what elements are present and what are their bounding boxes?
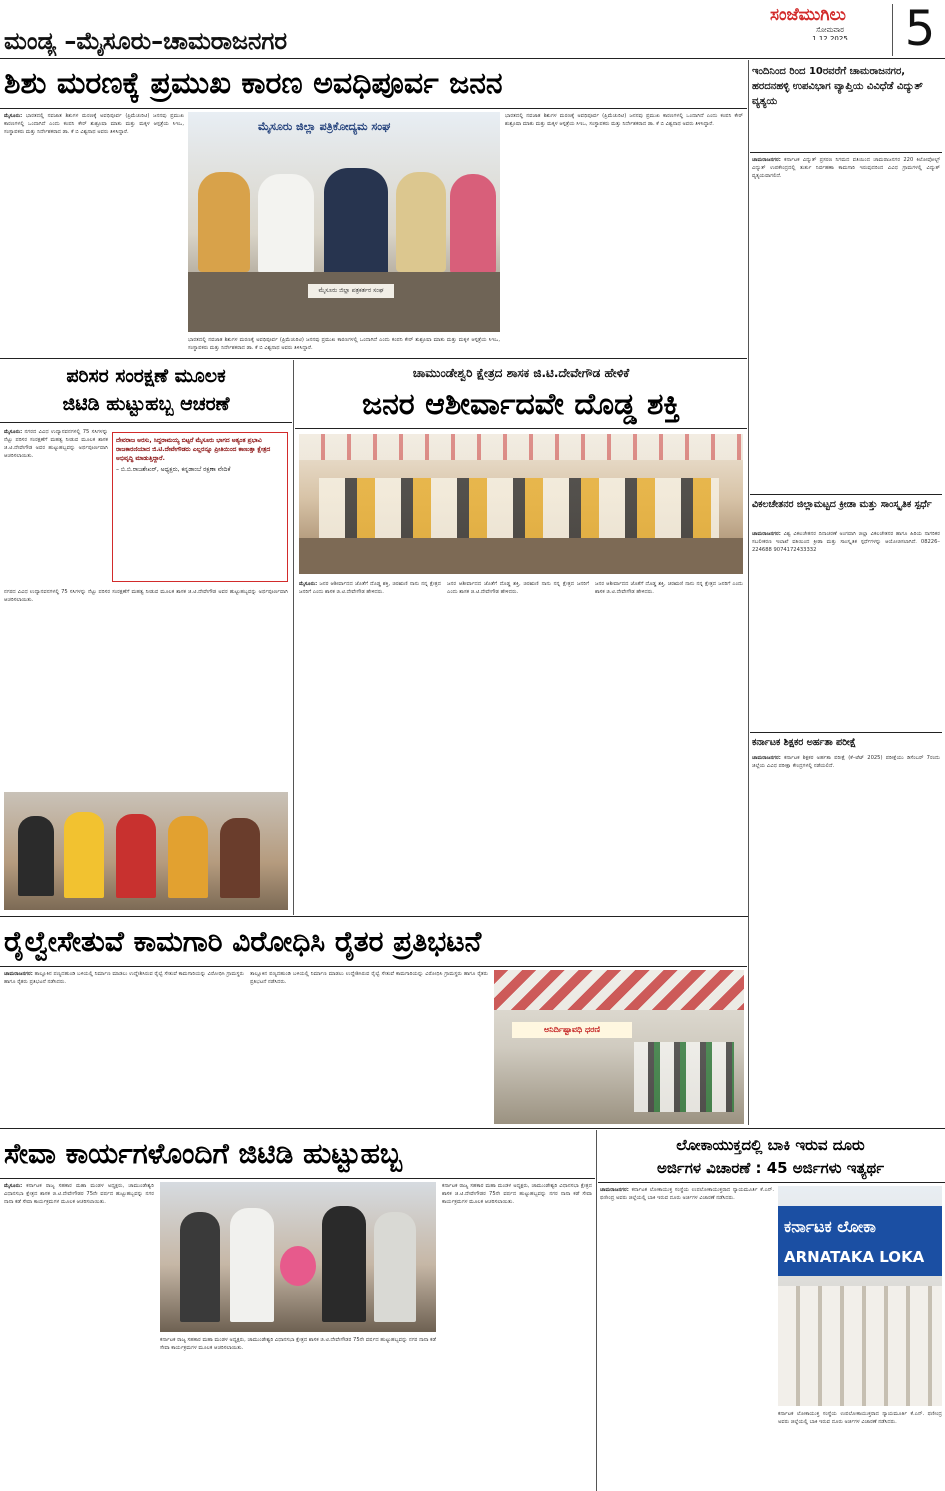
- lokayukta-body: ಚಾಮರಾಜನಗರ: ಕರ್ನಾಟಕ ಲೋಕಾಯುಕ್ತ ಸಂಸ್ಥೆಯ ಉಪಲೋಕಾಯುಕ್ತರಾದ ನ್ಯಾಯಮೂರ್ತಿ ಕೆ.ಎನ್. ಫಣೀಂದ್ರ ಅವರು ಜಿಲ್ಲೆಯಲ್ಲಿ ಬಾಕಿ ಇರುವ ದೂರು ಅರ್ಜಿಗಳ ವಿಚಾರಣೆ ನಡೆಸಿದರು.: [600, 1187, 774, 1202]
- service-body: ಮೈಸೂರು: ಕರ್ನಾಟಕ ರಾಜ್ಯ ಸಹಕಾರ ಮಹಾ ಮಂಡಳ ಅಧ್ಯಕ್ಷರು, ಚಾಮುಂಡೇಶ್ವರಿ ವಿಧಾನಸಭಾ ಕ್ಷೇತ್ರದ ಶಾಸಕ ಜಿ.ಟಿ.ದೇವೇಗೌಡರ 75ನೇ ವರ್ಷದ ಹುಟ್ಟುಹಬ್ಬವನ್ನು ನಗರ ನಾನಾ ಕಡೆ ಸೇವಾ ಕಾರ್ಯಕ್ರಮಗಳ ಮೂಲಕ ಆಚರಿಸಲಾಯಿತು.: [4, 1183, 154, 1206]
- lokayukta-article: [598, 1130, 945, 1491]
- service-headline: ಸೇವಾ ಕಾರ್ಯಗಳೊಂದಿಗೆ ಜಿಟಿಡಿ ಹುಟ್ಟುಹಬ್ಬ: [4, 1137, 403, 1170]
- environment-photo: [4, 792, 288, 910]
- photo-banner: ಮೈಸೂರು ಜಿಲ್ಲಾ ಪತ್ರಿಕೋದ್ಯಮ ಸಂಘ: [258, 120, 391, 133]
- electricity-article: [750, 62, 942, 492]
- logo: [770, 4, 890, 40]
- railway-banner: ಅನಿರ್ದಿಷ್ಟಾವಧಿ ಧರಣಿ: [512, 1022, 632, 1038]
- service-body-col2: ಕರ್ನಾಟಕ ರಾಜ್ಯ ಸಹಕಾರ ಮಹಾ ಮಂಡಳ ಅಧ್ಯಕ್ಷರು, ಚಾಮುಂಡೇಶ್ವರಿ ವಿಧಾನಸಭಾ ಕ್ಷೇತ್ರದ ಶಾಸಕ ಜಿ.ಟಿ.ದೇವೇಗೌಡರ 75ನೇ ವರ್ಷದ ಹುಟ್ಟುಹಬ್ಬವನ್ನು ನಗರ ನಾನಾ ಕಡೆ ಸೇವಾ ಕಾರ್ಯಕ್ರಮಗಳ ಮೂಲಕ ಆಚರಿಸಲಾಯಿತು.: [160, 1337, 436, 1352]
- infant-body-text: ಭಾರತದಲ್ಲಿ ನವಜಾತ ಶಿಶುಗಳ ಮರಣಕ್ಕೆ ಅವಧಿಪೂರ್ವ (ಪ್ರಿಮೆಚುರಿಟಿ) ಜನನವು ಪ್ರಮುಖ ಕಾರಣಗಳಲ್ಲಿ ಒಂದಾಗಿದೆ ಎಂದು ಕಂಪನಿ ಕೇರ್ ಶುಶ್ರೂಷಾ ಮಾತು ಮತ್ತು ಮಕ್ಕಳ ಆಸ್ಪತ್ರೆಯ ಸಿಇಒ, ಸಂಸ್ಥಾಪಕರು ಮತ್ತು ನಿರ್ದೇಶಕರಾದ ಡಾ. ಕೆ ಬಿ ವಿಶ್ವನಾಥ ಅವರು ತಿಳಿಸಿದ್ದಾರೆ.: [4, 113, 184, 136]
- lokayukta-headline-2: ಅರ್ಜಿಗಳ ವಿಚಾರಣೆ : 45 ಅರ್ಜಿಗಳು ಇತ್ಯರ್ಥ: [656, 1159, 885, 1177]
- environment-body: ಮೈಸೂರು: ನಗರದ ವಿವಿಧ ಉದ್ಯಾನವನಗಳಲ್ಲಿ 75 ಸಸಿಗಳನ್ನು ನೆಟ್ಟು ಪರಿಸರ ಸಂರಕ್ಷಣೆಗೆ ಮಹತ್ವ ನೀಡುವ ಮೂಲಕ ಶಾಸಕ ಜಿ.ಟಿ.ದೇವೇಗೌಡ ಅವರ ಹುಟ್ಟುಹಬ್ಬವನ್ನು ಅರ್ಥಪೂರ್ಣವಾಗಿ ಆಚರಿಸಲಾಯಿತು.: [4, 429, 108, 460]
- blessing-body-col3: ಜನರ ಆಶೀರ್ವಾದದ ಜೊತೆಗೆ ದೊಡ್ಡ ಶಕ್ತಿ, ಚಿರಋಣಿ ನಾನು ನನ್ನ ಕ್ಷೇತ್ರದ ಜನರಿಗೆ ಎಂದು ಶಾಸಕ ಜಿ.ಟಿ.ದೇವೇಗೌಡ ಹೇಳಿದರು.: [595, 581, 743, 596]
- railway-body-col2: ತಾಲ್ಲೂಕಿನ ಪಣ್ಯದಹುಂಡಿ ಬಳಿಯಲ್ಲಿ ನಿರ್ಮಾಣ ಮಾಡಲು ಉದ್ದೇಶಿಸಿರುವ ರೈಲ್ವೆ ಸೇತುವೆ ಕಾಮಗಾರಿಯನ್ನು ವಿರೋಧಿಸಿ ಗ್ರಾಮಸ್ಥರು ಹಾಗೂ ರೈತರು ಪ್ರತಿಭಟನೆ ನಡೆಸಿದರು.: [250, 971, 488, 986]
- blessing-body-col2: ಜನರ ಆಶೀರ್ವಾದದ ಜೊತೆಗೆ ದೊಡ್ಡ ಶಕ್ತಿ, ಚಿರಋಣಿ ನಾನು ನನ್ನ ಕ್ಷೇತ್ರದ ಜನರಿಗೆ ಎಂದು ಶಾಸಕ ಜಿ.ಟಿ.ದೇವೇಗೌಡ ಹೇಳಿದರು.: [447, 581, 589, 596]
- railway-headline: ರೈಲ್ವೇಸೇತುವೆ ಕಾಮಗಾರಿ ವಿರೋಧಿಸಿ ರೈತರ ಪ್ರತಿಭಟನೆ: [4, 925, 482, 958]
- lokayukta-sign-english: ARNATAKA LOKA: [784, 1248, 925, 1266]
- masthead-region-title: ಮಂಡ್ಯ –ಮೈಸೂರು–ಚಾಮರಾಜನಗರ: [4, 27, 288, 55]
- railway-article: [0, 918, 747, 1128]
- infant-body-col2: ಭಾರತದಲ್ಲಿ ನವಜಾತ ಶಿಶುಗಳ ಮರಣಕ್ಕೆ ಅವಧಿಪೂರ್ವ (ಪ್ರಿಮೆಚುರಿಟಿ) ಜನನವು ಪ್ರಮುಖ ಕಾರಣಗಳಲ್ಲಿ ಒಂದಾಗಿದೆ ಎಂದು ಕಂಪನಿ ಕೇರ್ ಶುಶ್ರೂಷಾ ಮಾತು ಮತ್ತು ಮಕ್ಕಳ ಆಸ್ಪತ್ರೆಯ ಸಿಇಒ, ಸಂಸ್ಥಾಪಕರು ಮತ್ತು ನಿರ್ದೇಶಕರಾದ ಡಾ. ಕೆ ಬಿ ವಿಶ್ವನಾಥ ಅವರು ತಿಳಿಸಿದ್ದಾರೆ.: [188, 337, 500, 352]
- infant-article: [0, 60, 747, 360]
- blessing-kicker: ಚಾಮುಂಡೇಶ್ವರಿ ಕ್ಷೇತ್ರದ ಶಾಸಕ ಜಿ.ಟಿ.ದೇವೇಗೌಡ ಹೇಳಿಕೆ: [412, 366, 630, 380]
- masthead-date: 1.12.2025: [812, 35, 848, 40]
- environment-quote-box: [112, 432, 288, 582]
- railway-photo: [494, 970, 744, 1124]
- lokayukta-body-col2: ಕರ್ನಾಟಕ ಲೋಕಾಯುಕ್ತ ಸಂಸ್ಥೆಯ ಉಪಲೋಕಾಯುಕ್ತರಾದ ನ್ಯಾಯಮೂರ್ತಿ ಕೆ.ಎನ್. ಫಣೀಂದ್ರ ಅವರು ಜಿಲ್ಲೆಯಲ್ಲಿ ಬಾಕಿ ಇರುವ ದೂರು ಅರ್ಜಿಗಳ ವಿಚಾರಣೆ ನಡೆಸಿದರು.: [778, 1411, 942, 1426]
- infant-headline: ಶಿಶು ಮರಣಕ್ಕೆ ಪ್ರಮುಖ ಕಾರಣ ಅವಧಿಪೂರ್ವ ಜನನ: [4, 66, 503, 101]
- blessing-photo: [299, 434, 743, 574]
- page-number: 5: [904, 1, 936, 57]
- blessing-article: [295, 360, 747, 915]
- photo-caption-board: ಮೈಸೂರು ಜಿಲ್ಲಾ ಪತ್ರಕರ್ತರ ಸಂಘ: [308, 284, 394, 298]
- environment-quote-author: – ಬಿ.ಬಿ.ರಾಜಶೇಖರ್, ಅಧ್ಯಕ್ಷರು, ಕನ್ನಡಾಂಬೆ ರಕ್ಷಣಾ ವೇದಿಕೆ: [116, 466, 231, 473]
- masthead-day: ಸೋಮವಾರ: [816, 26, 844, 34]
- teacher-article: [750, 732, 942, 1126]
- sports-body: ಚಾಮರಾಜನಗರ: ವಿಶ್ವ ವಿಕಲಚೇತನರ ದಿನಾಚರಣೆ ಅಂಗವಾಗಿ ಜಿಲ್ಲಾ ವಿಕಲಚೇತನರ ಹಾಗೂ ಹಿರಿಯ ನಾಗರಿಕರ ಸಬಲೀಕರಣ ಇಲಾಖೆ ವತಿಯಿಂದ ಕ್ರೀಡಾ ಮತ್ತು ಸಾಂಸ್ಕೃತಿಕ ಸ್ಪರ್ಧೆಗಳನ್ನು ಆಯೋಜಿಸಲಾಗಿದೆ. 08226–224688 9074172433332: [752, 531, 940, 554]
- logo-text: ಸಂಜೆಮುಗಿಲು: [770, 5, 846, 25]
- blessing-headline: ಜನರ ಆಶೀರ್ವಾದವೇ ದೊಡ್ಡ ಶಕ್ತಿ: [361, 387, 681, 422]
- sports-phone-2: 9074172433332: [773, 547, 817, 554]
- lokayukta-headline-1: ಲೋಕಾಯುಕ್ತದಲ್ಲಿ ಬಾಕಿ ಇರುವ ದೂರು: [676, 1136, 865, 1154]
- infant-dateline: ಮೈಸೂರು:: [4, 113, 23, 119]
- service-article: [0, 1130, 595, 1491]
- service-photo: [160, 1182, 436, 1332]
- lokayukta-sign-kannada: ಕರ್ನಾಟಕ ಲೋಕಾ: [784, 1217, 876, 1236]
- electricity-body: ಚಾಮರಾಜನಗರ: ಕರ್ನಾಟಕ ವಿದ್ಯುತ್ ಪ್ರಸರಣ ನಿಗಮದ ವತಿಯಿಂದ ಚಾಮರಾಜನಗರ 220 ಕಿಲೋವೋಲ್ಟ್ ವಿದ್ಯುತ್ ಉಪಕೇಂದ್ರದಲ್ಲಿ ತುರ್ತು ನಿರ್ವಹಣಾ ಕಾಮಗಾರಿ ಇರುವುದರಿಂದ ವಿವಿಧ ಗ್ರಾಮಗಳಲ್ಲಿ ವಿದ್ಯುತ್ ವ್ಯತ್ಯಯವಾಗಲಿದೆ.: [752, 157, 940, 180]
- sports-headline: ವಿಕಲಚೇತನರ ಜಿಲ್ಲಾಮಟ್ಟದ ಕ್ರೀಡಾ ಮತ್ತು ಸಾಂಸ್ಕೃತಿಕ ಸ್ಪರ್ಧೆ: [752, 499, 932, 510]
- teacher-body: ಚಾಮರಾಜನಗರ: ಕರ್ನಾಟಕ ಶಿಕ್ಷಕರ ಅರ್ಹತಾ ಪರೀಕ್ಷೆ (ಕೆ–ಟೆಟ್ 2025) ಪರೀಕ್ಷೆಯು ಡಿಸೆಂಬರ್ 7ರಂದು ಜಿಲ್ಲೆಯ ವಿವಿಧ ಪರೀಕ್ಷಾ ಕೇಂದ್ರಗಳಲ್ಲಿ ನಡೆಯಲಿದೆ.: [752, 755, 940, 770]
- service-body-col3: ಕರ್ನಾಟಕ ರಾಜ್ಯ ಸಹಕಾರ ಮಹಾ ಮಂಡಳ ಅಧ್ಯಕ್ಷರು, ಚಾಮುಂಡೇಶ್ವರಿ ವಿಧಾನಸಭಾ ಕ್ಷೇತ್ರದ ಶಾಸಕ ಜಿ.ಟಿ.ದೇವೇಗೌಡರ 75ನೇ ವರ್ಷದ ಹುಟ್ಟುಹಬ್ಬವನ್ನು ನಗರ ನಾನಾ ಕಡೆ ಸೇವಾ ಕಾರ್ಯಕ್ರಮಗಳ ಮೂಲಕ ಆಚರಿಸಲಾಯಿತು.: [442, 1183, 592, 1206]
- electricity-headline: ಇಂದಿನಿಂದ ರಿಂದ 10ರವರೆಗೆ ಚಾಮರಾಜನಗರ, ಹರದನಹಳ್ಳಿ ಉಪವಿಭಾಗ ವ್ಯಾಪ್ತಿಯ ವಿವಿಧೆಡೆ ವಿದ್ಯುತ್ ವ್ಯತ್ಯಯ: [752, 66, 923, 107]
- infant-body-col3: ಭಾರತದಲ್ಲಿ ನವಜಾತ ಶಿಶುಗಳ ಮರಣಕ್ಕೆ ಅವಧಿಪೂರ್ವ (ಪ್ರಿಮೆಚುರಿಟಿ) ಜನನವು ಪ್ರಮುಖ ಕಾರಣಗಳಲ್ಲಿ ಒಂದಾಗಿದೆ ಎಂದು ಕಂಪನಿ ಕೇರ್ ಶುಶ್ರೂಷಾ ಮಾತು ಮತ್ತು ಮಕ್ಕಳ ಆಸ್ಪತ್ರೆಯ ಸಿಇಒ, ಸಂಸ್ಥಾಪಕರು ಮತ್ತು ನಿರ್ದೇಶಕರಾದ ಡಾ. ಕೆ ಬಿ ವಿಶ್ವನಾಥ ಅವರು ತಿಳಿಸಿದ್ದಾರೆ.: [505, 113, 743, 128]
- environment-headline-1: ಪರಿಸರ ಸಂರಕ್ಷಣೆ ಮೂಲಕ: [66, 365, 226, 387]
- infant-body: [4, 112, 184, 352]
- lokayukta-photo: [778, 1186, 942, 1406]
- blessing-body-col1: ಮೈಸೂರು: ಜನರ ಆಶೀರ್ವಾದದ ಜೊತೆಗೆ ದೊಡ್ಡ ಶಕ್ತಿ, ಚಿರಋಣಿ ನಾನು ನನ್ನ ಕ್ಷೇತ್ರದ ಜನರಿಗೆ ಎಂದು ಶಾಸಕ ಜಿ.ಟಿ.ದೇವೇಗೌಡ ಹೇಳಿದರು.: [299, 581, 441, 596]
- teacher-headline: ಕರ್ನಾಟಕ ಶಿಕ್ಷಕರ ಅರ್ಹತಾ ಪರೀಕ್ಷೆ: [752, 737, 857, 748]
- environment-headline-2: ಜಿಟಿಡಿ ಹುಟ್ಟುಹಬ್ಬ ಆಚರಣೆ: [62, 393, 230, 415]
- environment-article: [0, 360, 292, 915]
- railway-body: ಚಾಮರಾಜನಗರ: ತಾಲ್ಲೂಕಿನ ಪಣ್ಯದಹುಂಡಿ ಬಳಿಯಲ್ಲಿ ನಿರ್ಮಾಣ ಮಾಡಲು ಉದ್ದೇಶಿಸಿರುವ ರೈಲ್ವೆ ಸೇತುವೆ ಕಾಮಗಾರಿಯನ್ನು ವಿರೋಧಿಸಿ ಗ್ರಾಮಸ್ಥರು ಹಾಗೂ ರೈತರು ಪ್ರತಿಭಟನೆ ನಡೆಸಿದರು.: [4, 971, 244, 986]
- environment-quote: ದೇವರಾಜ ಅರಸು, ಸಿದ್ದರಾಮಯ್ಯ ಬಿಟ್ಟರೆ ಮೈಸೂರು ಭಾಗದ ಅತ್ಯಂತ ಪ್ರಭಾವಿ ರಾಜಕಾರಣಿಯಾದ ಜಿ.ಟಿ.ದೇವೇಗೌಡರು ಎಲ್ಲರನ್ನೂ ಪ್ರೀತಿಯಿಂದ ಕಾಣುತ್ತಾ ಕ್ಷೇತ್ರದ ಅಭಿವೃದ್ಧಿ ಮಾಡುತ್ತಿದ್ದಾರೆ.: [116, 437, 271, 462]
- masthead: [0, 0, 945, 60]
- sports-phone-1: 08226–224688: [752, 539, 940, 554]
- infant-photo: [188, 112, 500, 332]
- sports-article: [750, 494, 942, 730]
- environment-body-2: ನಗರದ ವಿವಿಧ ಉದ್ಯಾನವನಗಳಲ್ಲಿ 75 ಸಸಿಗಳನ್ನು ನೆಟ್ಟು ಪರಿಸರ ಸಂರಕ್ಷಣೆಗೆ ಮಹತ್ವ ನೀಡುವ ಮೂಲಕ ಶಾಸಕ ಜಿ.ಟಿ.ದೇವೇಗೌಡ ಅವರ ಹುಟ್ಟುಹಬ್ಬವನ್ನು ಅರ್ಥಪೂರ್ಣವಾಗಿ ಆಚರಿಸಲಾಯಿತು.: [4, 589, 288, 604]
